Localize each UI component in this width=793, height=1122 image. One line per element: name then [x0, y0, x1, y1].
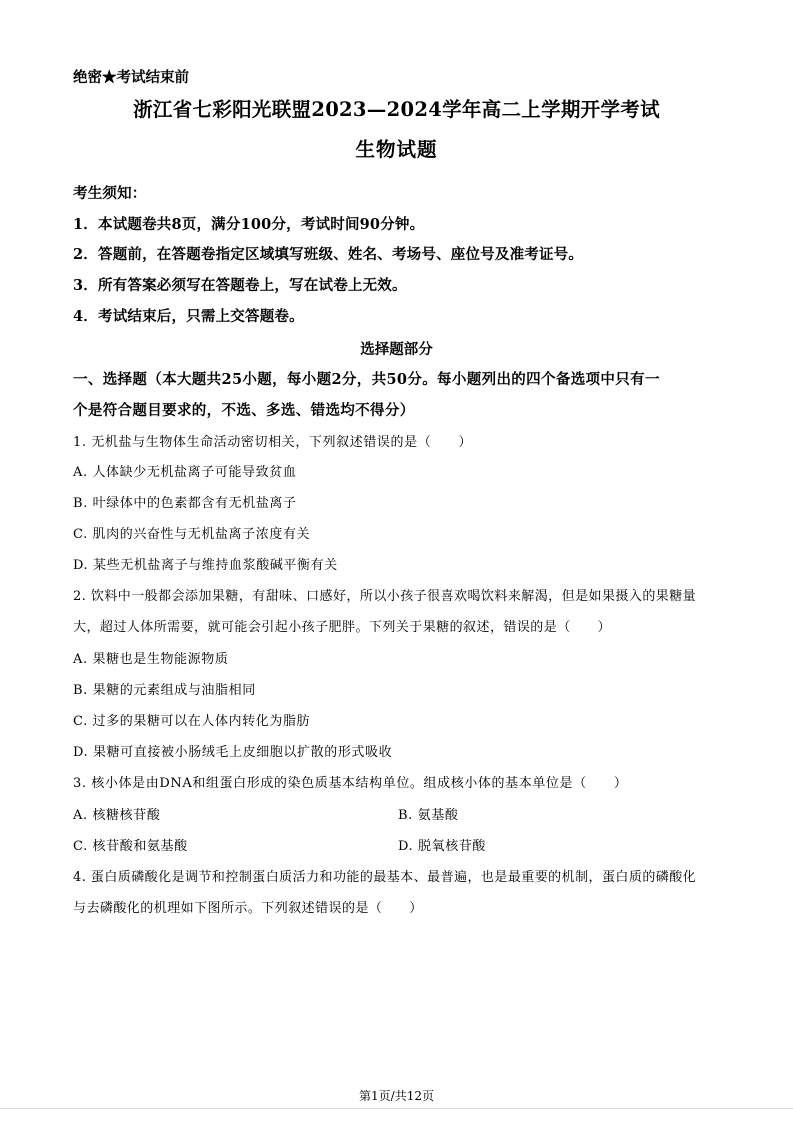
question-3-option-b: B. 氨基酸 [398, 808, 459, 823]
question-2-option-c: C. 过多的果糖可以在人体内转化为脂肪 [73, 714, 311, 729]
notice-item-1: 1．本试题卷共8页，满分100分，考试时间90分钟。 [73, 216, 425, 233]
question-2-option-a: A. 果糖也是生物能源物质 [73, 652, 229, 667]
notice-item-4: 4．考试结束后，只需上交答题卷。 [73, 308, 304, 325]
exam-title: 浙江省七彩阳光联盟2023—2024学年高二上学期开学考试 [133, 98, 660, 121]
question-4-stem-line-2: 与去磷酸化的机理如下图所示。下列叙述错误的是（ ） [73, 901, 423, 916]
notice-item-3: 3．所有答案必须写在答题卷上，写在试卷上无效。 [73, 277, 407, 294]
question-2-stem-line-1: 2. 饮料中一般都会添加果糖，有甜味、口感好，所以小孩子很喜欢喝饮料来解渴，但是如果摄入的果糖量 [73, 589, 697, 604]
question-1-option-d: D. 某些无机盐离子与维持血浆酸碱平衡有关 [73, 558, 338, 573]
question-3-option-a: A. 核糖核苷酸 [73, 808, 161, 823]
question-1-option-b: B. 叶绿体中的色素都含有无机盐离子 [73, 496, 297, 511]
secret-label: 绝密★考试结束前 [73, 69, 189, 86]
section-intro-line-1: 一、选择题（本大题共25小题，每小题2分，共50分。每小题列出的四个备选项中只有一 [73, 371, 660, 388]
section-intro-line-2: 个是符合题目要求的，不选、多选、错选均不得分） [73, 402, 415, 419]
question-1-option-a: A. 人体缺少无机盐离子可能导致贫血 [73, 465, 297, 480]
question-2-stem-line-2: 大，超过人体所需要，就可能会引起小孩子肥胖。下列关于果糖的叙述，错误的是（ ） [73, 620, 612, 635]
question-3-stem: 3. 核小体是由DNA和组蛋白形成的染色质基本结构单位。组成核小体的基本单位是（ ） [73, 776, 628, 791]
notice-heading: 考生须知： [73, 185, 147, 202]
page-bottom-rule [0, 1108, 793, 1109]
subject-title: 生物试题 [355, 138, 438, 161]
question-2-option-d: D. 果糖可直接被小肠绒毛上皮细胞以扩散的形式吸收 [73, 745, 393, 760]
section-title: 选择题部分 [360, 341, 433, 358]
question-4-stem-line-1: 4. 蛋白质磷酸化是调节和控制蛋白质活力和功能的最基本、最普遍，也是最重要的机制，蛋白质的磷酸化 [73, 870, 697, 885]
question-2-option-b: B. 果糖的元素组成与油脂相同 [73, 683, 256, 698]
notice-item-2: 2．答题前，在答题卷指定区域填写班级、姓名、考场号、座位号及准考证号。 [73, 246, 584, 263]
question-1-option-c: C. 肌肉的兴奋性与无机盐离子浓度有关 [73, 527, 311, 542]
question-3-option-d: D. 脱氧核苷酸 [398, 839, 487, 854]
question-1-stem: 1. 无机盐与生物体生命活动密切相关，下列叙述错误的是（ ） [73, 435, 473, 450]
question-3-option-c: C. 核苷酸和氨基酸 [73, 839, 188, 854]
page-number: 第1页/共12页 [359, 1089, 434, 1103]
